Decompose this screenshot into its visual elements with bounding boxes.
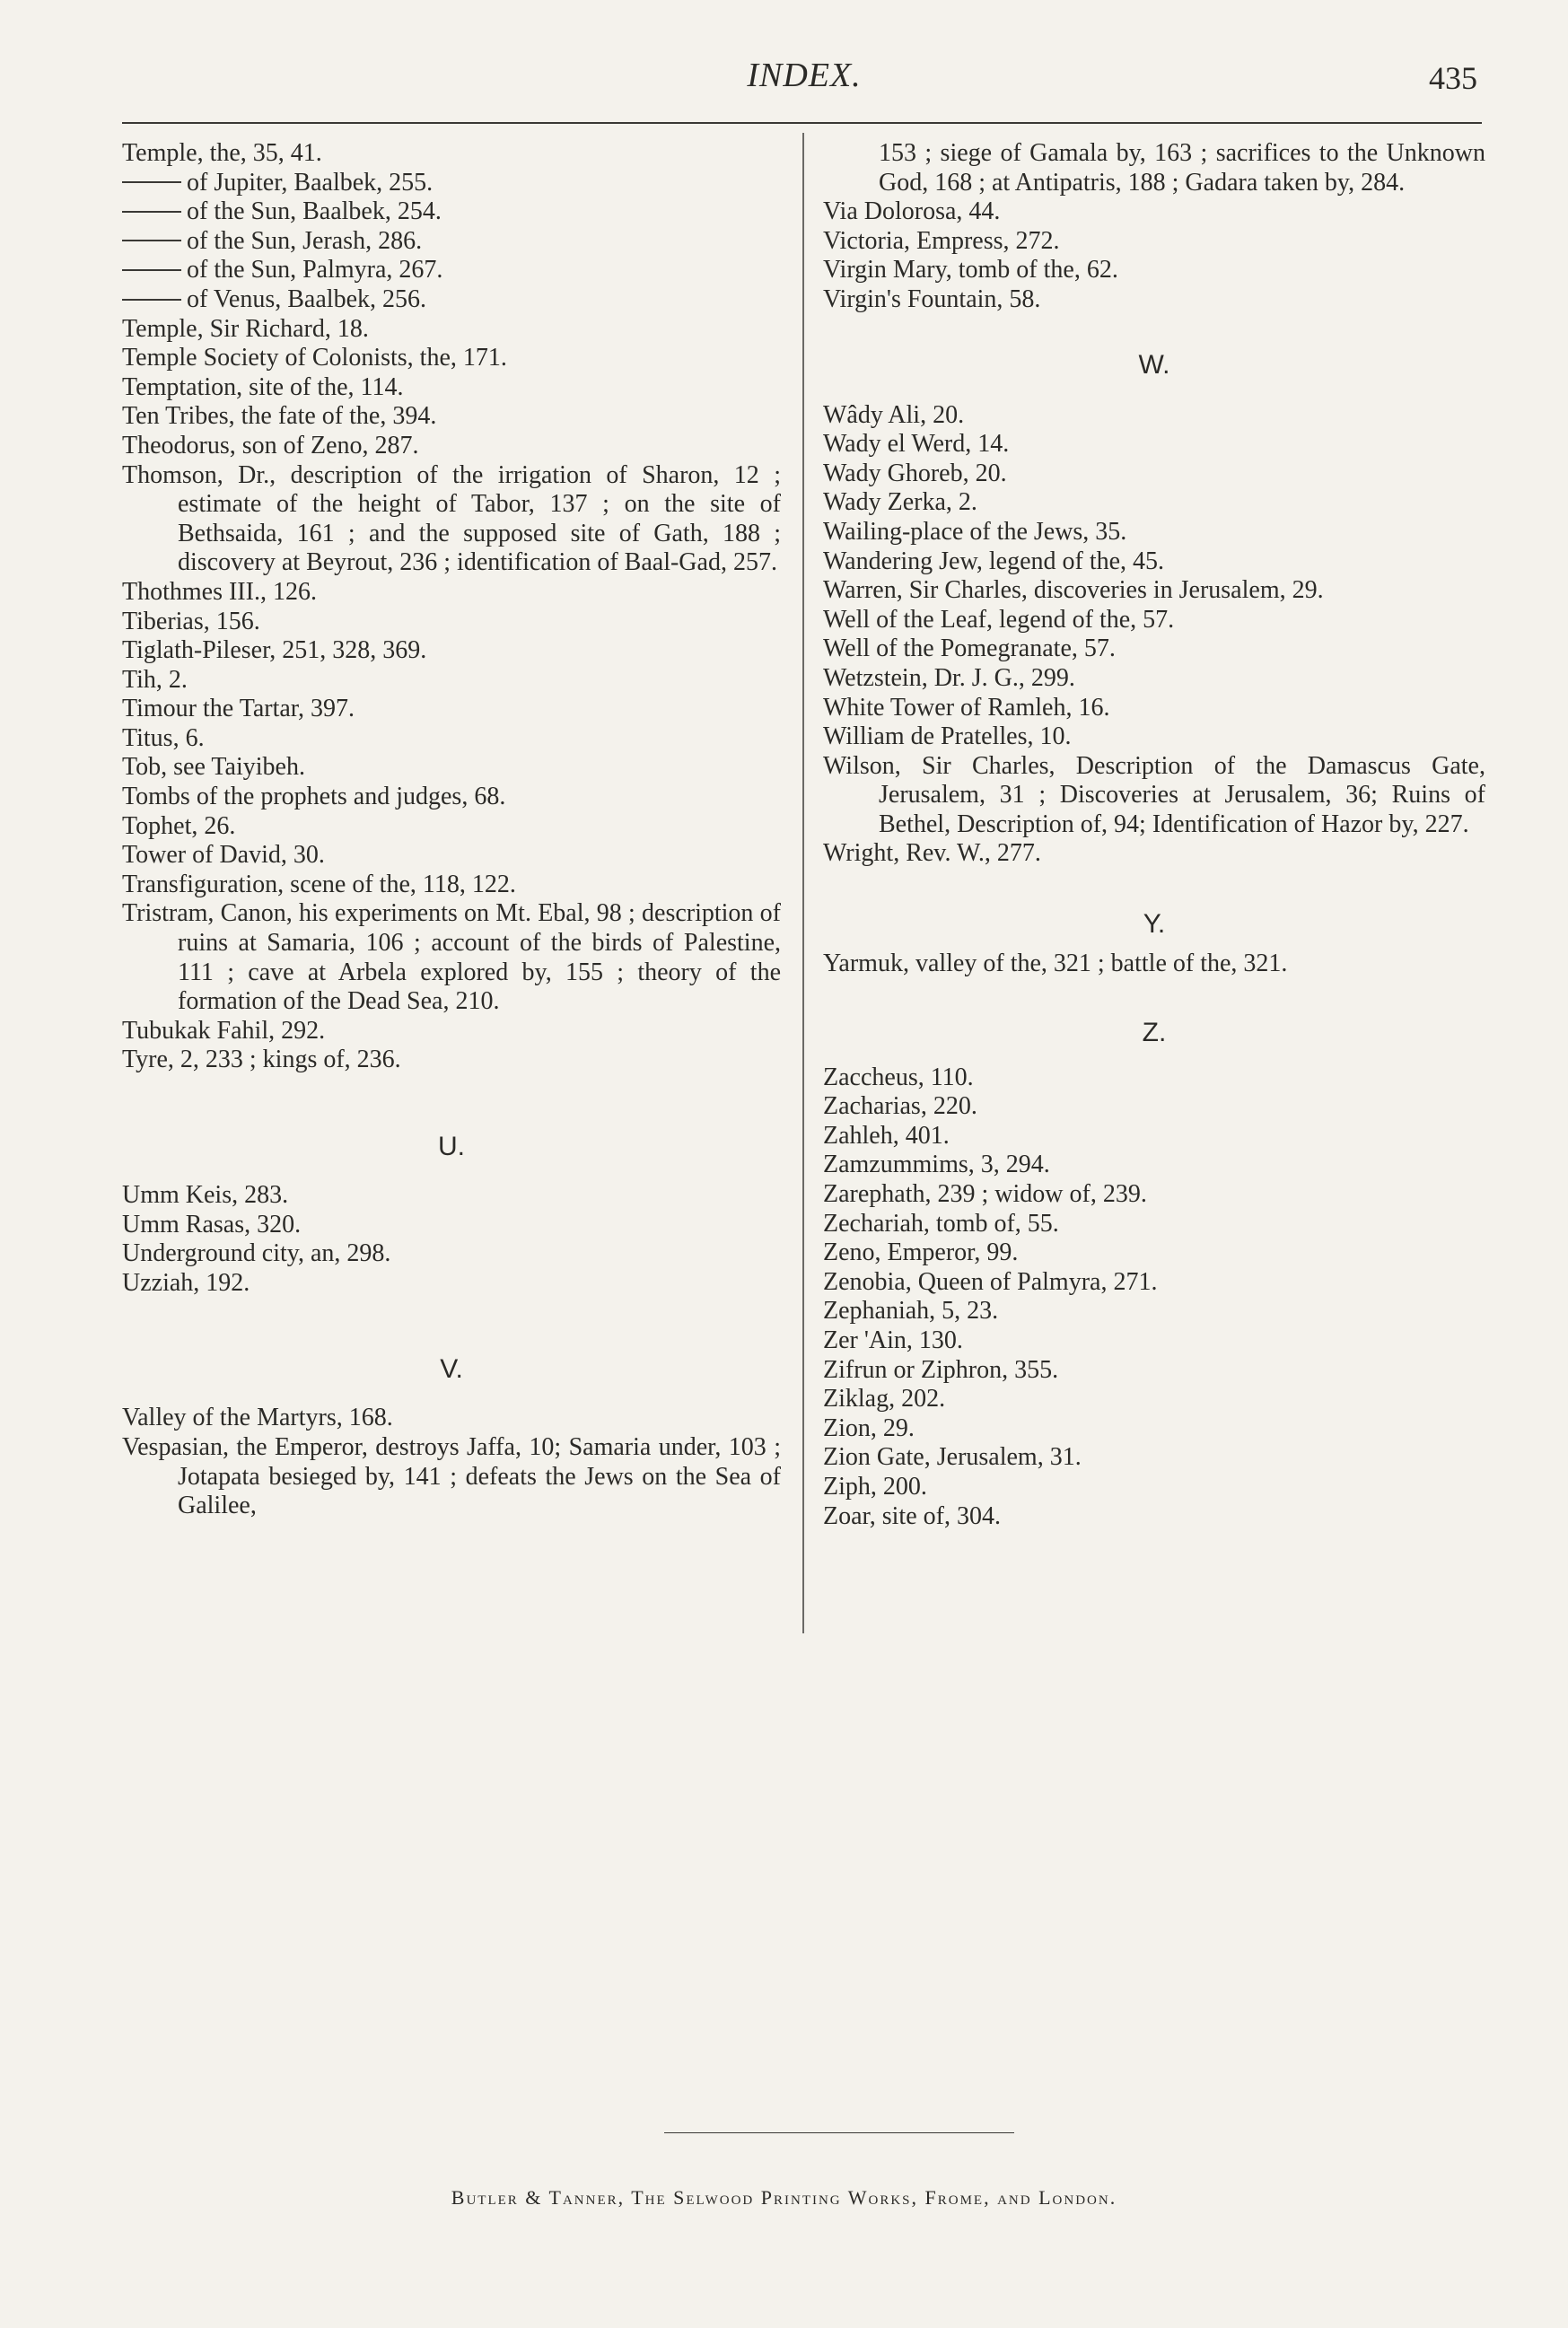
index-entry: Wady Zerka, 2. [823, 488, 977, 517]
index-entry: Zarephath, 239 ; widow of, 239. [823, 1180, 1147, 1209]
index-entry: Tiglath-Pileser, 251, 328, 369. [122, 636, 427, 665]
index-entry: Tristram, Canon, his experiments on Mt. Ebal, 98 ; description of ruins at Samaria, 106 ; account of the birds of Palestine, 111 ; cave at Arbela explored by, 155 ; theory of the formation of the Dead Sea, 210. [122, 899, 781, 1016]
index-entry: Zacharias, 220. [823, 1092, 977, 1121]
index-entry: Zion, 29. [823, 1413, 915, 1442]
section-heading-z: Z. [1142, 1017, 1167, 1047]
index-entry: Zoar, site of, 304. [823, 1501, 1001, 1530]
index-entry: Wâdy Ali, 20. [823, 400, 965, 429]
index-entry: Temple, the, 35, 41. [122, 139, 322, 167]
index-entry: Zion Gate, Jerusalem, 31. [823, 1443, 1082, 1472]
left-column [122, 139, 781, 1521]
index-entry: Wandering Jew, legend of the, 45. [823, 547, 1165, 575]
section-heading-v: V. [440, 1354, 463, 1385]
index-entry: Zamzummims, 3, 294. [823, 1151, 1050, 1179]
index-subentry: of Jupiter, Baalbek, 255. [122, 169, 781, 198]
index-entry: Tombs of the prophets and judges, 68. [122, 783, 506, 811]
index-entry: Zephaniah, 5, 23. [823, 1297, 999, 1326]
index-entry: Tubukak Fahil, 292. [122, 1016, 326, 1045]
index-entry: Thomson, Dr., description of the irrigation of Sharon, 12 ; estimate of the height of Tabor, 137 ; on the site of Bethsaida, 161 ; and the supposed site of Gath, 188 ; discovery at Beyrout, 236 ; identification of Baal-Gad, 257. [122, 460, 781, 577]
index-entry: Wetzstein, Dr. J. G., 299. [823, 663, 1075, 692]
index-entry: Tophet, 26. [122, 811, 236, 840]
index-entry: Wright, Rev. W., 277. [823, 839, 1041, 868]
index-entry: White Tower of Ramleh, 16. [823, 693, 1110, 722]
footer-rule [664, 2132, 1014, 2133]
index-entry: Well of the Leaf, legend of the, 57. [823, 605, 1175, 634]
index-entry: Tyre, 2, 233 ; kings of, 236. [122, 1046, 401, 1074]
index-entry: Umm Rasas, 320. [122, 1210, 302, 1238]
index-entry: Wady el Werd, 14. [823, 430, 1010, 459]
right-column [823, 139, 1485, 1531]
index-entry: Tower of David, 30. [122, 841, 325, 870]
index-entry: Well of the Pomegranate, 57. [823, 635, 1116, 663]
section-heading-u: U. [438, 1132, 465, 1161]
index-entry: Zenobia, Queen of Palmyra, 271. [823, 1267, 1158, 1296]
index-entry: Ziph, 200. [823, 1472, 927, 1501]
column-divider [802, 133, 804, 1633]
section-heading-w: W. [1138, 349, 1170, 380]
page-header [122, 56, 1486, 101]
index-entry: Zaccheus, 110. [823, 1063, 974, 1091]
index-entry: Zer 'Ain, 130. [823, 1326, 963, 1354]
index-entry: Thothmes III., 126. [122, 577, 317, 606]
index-entry: Timour the Tartar, 397. [122, 695, 355, 723]
index-subentry: of the Sun, Jerash, 286. [122, 227, 781, 257]
page-number: 435 [1429, 60, 1477, 96]
index-entry: Uzziah, 192. [122, 1268, 250, 1297]
index-entry: Transfiguration, scene of the, 118, 122. [122, 870, 516, 898]
index-entry: Zahleh, 401. [823, 1121, 950, 1150]
index-entry: Tih, 2. [122, 665, 188, 694]
index-entry: Tob, see Taiyibeh. [122, 753, 305, 782]
index-subentry: of the Sun, Baalbek, 254. [122, 197, 781, 227]
ditto-dash [122, 299, 181, 301]
index-entry: Via Dolorosa, 44. [823, 197, 1001, 226]
index-entry: Warren, Sir Charles, discoveries in Jerusalem, 29. [823, 576, 1324, 605]
ditto-dash [122, 211, 181, 213]
index-entry: Vespasian, the Emperor, destroys Jaffa, 10; Samaria under, 103 ; Jotapata besieged by, 141 ; defeats the Jews on the Sea of Galilee, [122, 1432, 781, 1520]
index-entry: Ziklag, 202. [823, 1385, 946, 1413]
index-entry: Wady Ghoreb, 20. [823, 459, 1007, 487]
section-heading-y: Y. [1143, 909, 1166, 940]
index-entry: William de Pratelles, 10. [823, 722, 1072, 751]
index-entry: Underground city, an, 298. [122, 1239, 391, 1268]
index-entry: Temple, Sir Richard, 18. [122, 314, 369, 343]
index-subentry: of Venus, Baalbek, 256. [122, 285, 781, 315]
index-entry: Wilson, Sir Charles, Description of the Damascus Gate, Jerusalem, 31 ; Discoveries at Jerusalem, 36; Ruins of Bethel, Description of, 94; Identification of Hazor by, 227. [823, 751, 1485, 838]
index-entry: Titus, 6. [122, 723, 205, 752]
index-entry: Wailing-place of the Jews, 35. [823, 517, 1127, 546]
index-entry: Theodorus, son of Zeno, 287. [122, 431, 419, 459]
index-entry: Virgin Mary, tomb of the, 62. [823, 256, 1118, 284]
ditto-dash [122, 181, 181, 183]
index-entry: Zechariah, tomb of, 55. [823, 1209, 1059, 1238]
index-entry: Temple Society of Colonists, the, 171. [122, 344, 507, 372]
index-entry: Umm Keis, 283. [122, 1181, 289, 1209]
index-entry: Temptation, site of the, 114. [122, 372, 404, 401]
index-entry: Tiberias, 156. [122, 607, 260, 635]
ditto-dash [122, 269, 181, 271]
printer-imprint: Butler & Tanner, The Selwood Printing Works, Frome, and London. [451, 2186, 1117, 2209]
index-entry: Zifrun or Ziphron, 355. [823, 1355, 1059, 1384]
ditto-dash [122, 240, 181, 241]
index-entry: Zeno, Emperor, 99. [823, 1238, 1019, 1267]
index-entry: Ten Tribes, the fate of the, 394. [122, 402, 437, 431]
index-entry-continued: 153 ; siege of Gamala by, 163 ; sacrifices to the Unknown God, 168 ; at Antipatris, 188 ; Gadara taken by, 284. [879, 139, 1485, 197]
index-entry: Valley of the Martyrs, 168. [122, 1404, 393, 1432]
index-entry: Yarmuk, valley of the, 321 ; battle of the, 321. [823, 950, 1288, 978]
index-subentry: of the Sun, Palmyra, 267. [122, 256, 781, 285]
index-entry: Victoria, Empress, 272. [823, 226, 1060, 255]
index-entry: Virgin's Fountain, 58. [823, 284, 1041, 313]
header-rule [122, 122, 1482, 124]
page-title: INDEX. [747, 57, 862, 94]
